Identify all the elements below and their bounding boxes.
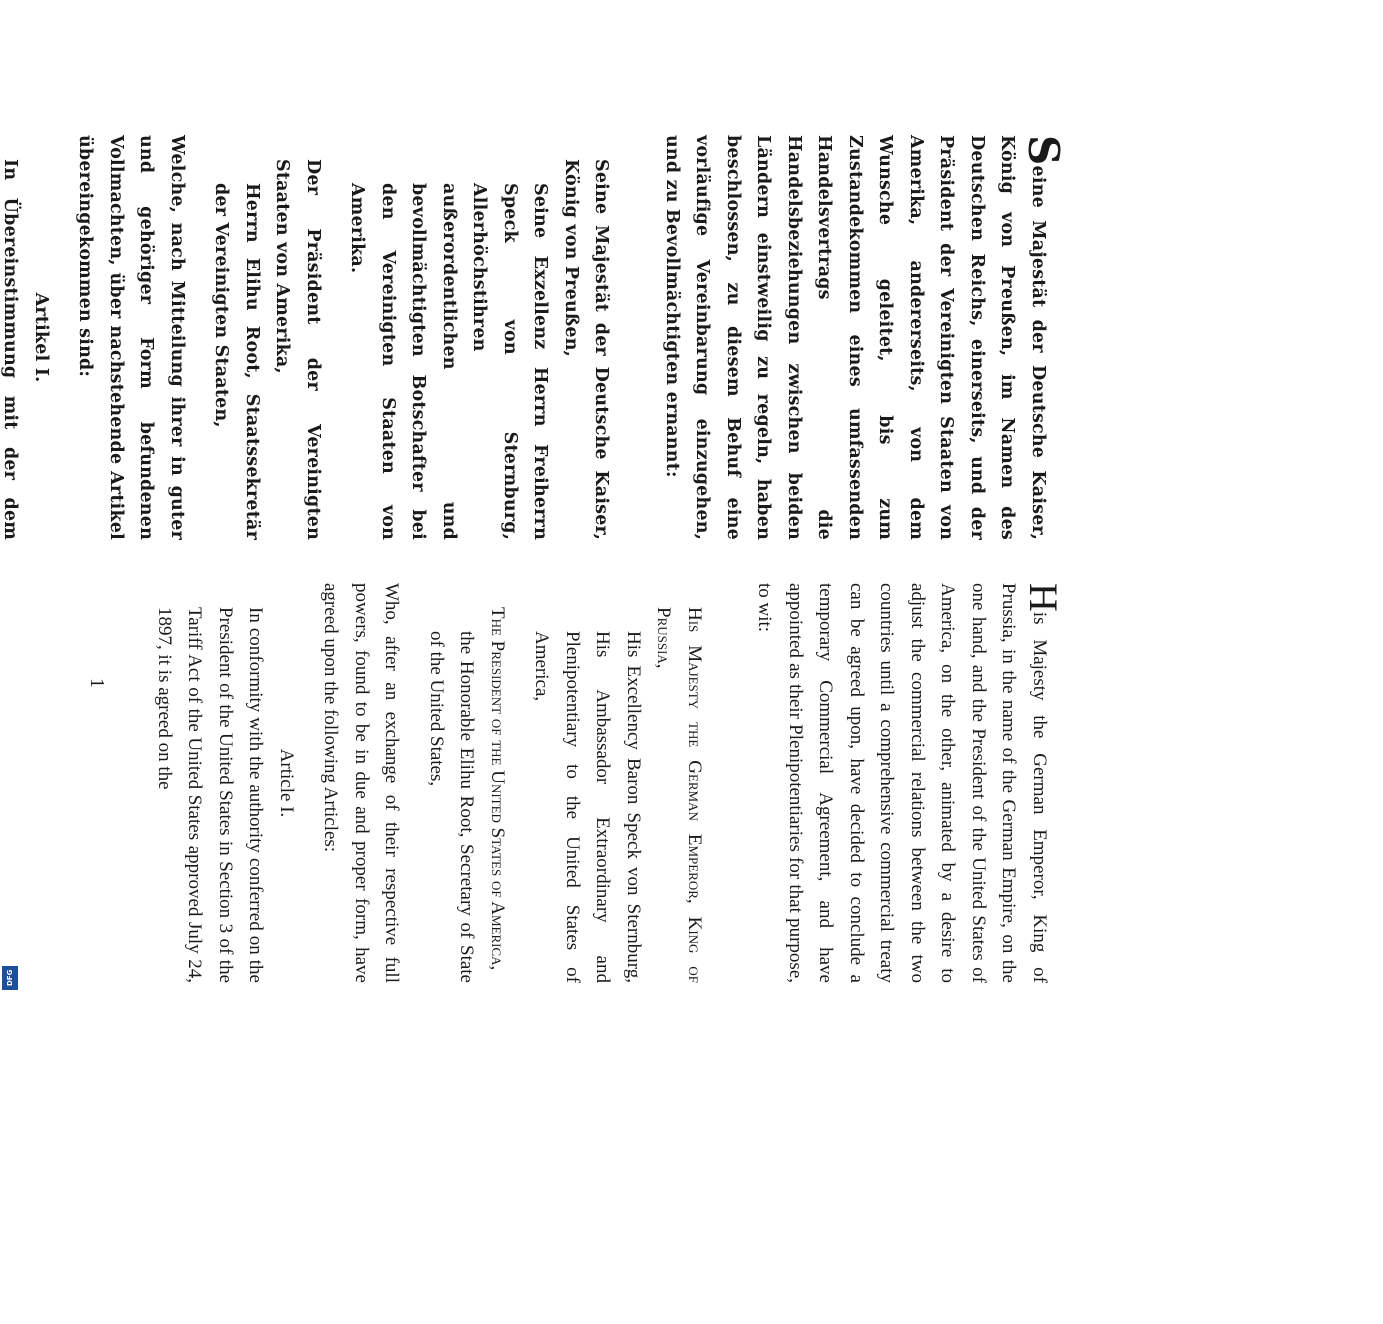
english-exchange-clause: Who, after an exchange of their respective full powers, found to be in due and proper form, have agreed upon the following Articles: (320, 583, 403, 983)
english-party-2: The President of the United States of America, (487, 607, 508, 971)
english-preamble-text: is Majesty the German Emperor, King of Prussia, in the name of the German Empire, on the one hand, and the President of the United States of America, on the other, animated by a desire to adjust the commercial relations between the two countries until a comprehensive commercial treaty can be agreed upon, have decided to conclude a temporary Commercial Agreement, and have appointed as their Plenipotentiaries for that purpose, to wit: (754, 583, 1050, 983)
english-drop-cap: H (1021, 583, 1066, 612)
german-preamble (657, 135, 1068, 540)
german-party-2: Der Präsident der Vereinigten Staaten von Amerika, (272, 159, 323, 540)
english-article-heading: Article I. (276, 748, 297, 818)
german-preamble-text: eine Majestät der Deutsche Kaiser, König von Preußen, im Namen des Deutschen Reichs, einerseits, und der Präsident der Vereinigten Staaten von Amerika, andererseits, von dem Wunsche geleitet, bis zum Zustandekommen eines umfassenden Handelsvertrags die Handelsbeziehungen zwischen beiden Ländern einstweilig zu regeln, haben beschlossen, zu diesem Behuf eine vorläufige Vereinbarung einzugehen, und zu Bevollmächtigten ernannt: (662, 135, 1048, 540)
english-article-text: In conformity with the authority conferred on the President of the United States in Section 3 of the Tariff Act of the United States approved July 24, 1897, it is agreed on the (154, 607, 267, 983)
dfg-logo-icon: DFG (2, 966, 18, 990)
english-plenipotentiary-1: His Excellency Baron Speck von Sternburg, His Ambassador Extraordinary and Plenipotentiary to the United States of America, (531, 631, 644, 983)
german-exchange-clause: Welche, nach Mitteilung ihrer in guter und gehöriger Form befundenen Vollmachten, über nachstehende Artikel übereingekommen sind: (75, 135, 187, 540)
german-column (0, 135, 1068, 540)
english-column (149, 583, 1066, 983)
english-plenipotentiary-2: the Honorable Elihu Root, Secretary of State of the United States, (426, 631, 478, 983)
german-plenipotentiary-2: Herrn Elihu Root, Staatssekretär der Vereinigten Staaten, (211, 183, 262, 540)
digitization-footer (0, 0, 22, 1000)
page-number: 1 (86, 678, 108, 688)
english-preamble (749, 583, 1066, 983)
german-article-heading: Artikel I. (31, 292, 51, 383)
german-party-1: Seine Majestät der Deutsche Kaiser, König von Preußen, (561, 159, 612, 540)
german-article-text: In Übereinstimmung mit der dem (0, 159, 21, 540)
german-plenipotentiary-1: Seine Exzellenz Herrn Freiherrn Speck von Sternburg, Allerhöchstihren außerordentlichen und bevollmächtigten Botschafter bei den Vereinigten Staaten von Amerika. (347, 183, 551, 540)
german-drop-cap: S (1019, 135, 1068, 166)
english-party-1: His Majesty the German Emperor, King of Prussia, (653, 607, 705, 983)
